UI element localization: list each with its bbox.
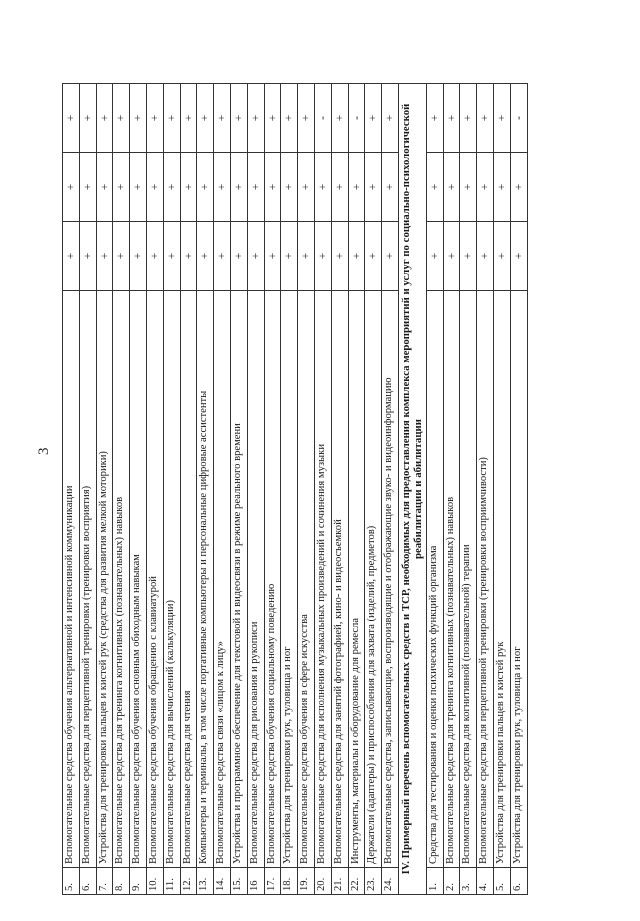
row-number: 9. [130,868,147,895]
row-name: Устройства для тренировки пальцев и кистей рук [493,291,510,868]
mark-cell-1: + [197,222,214,291]
mark-cell-2: + [146,153,163,222]
mark-cell-2: + [63,153,80,222]
mark-cell-2: + [230,153,247,222]
mark-cell-3: + [197,84,214,153]
row-number: 23. [365,868,382,895]
page-number: 3 [36,447,52,455]
row-name: Вспомогательные средства обучения в сфере искусства [298,291,315,868]
mark-cell-2: + [426,153,443,222]
table-row [63,84,80,895]
table-row [281,84,298,895]
mark-cell-3: + [130,84,147,153]
row-name: Вспомогательные средства для перцептивной тренировки (тренировки восприимчивости) [477,291,494,868]
mark-cell-1: + [477,222,494,291]
mark-cell-2: + [348,153,365,222]
row-name: Вспомогательные средства, записывающие, воспроизводящие и отображающие звуко- и видеоинформацию [382,291,399,868]
mark-cell-3: + [331,84,348,153]
row-name: Вспомогательные средства обучения социальному поведению [264,291,281,868]
mark-cell-1: + [460,222,477,291]
mark-cell-1: + [281,222,298,291]
table-row [493,84,510,895]
mark-cell-3: + [443,84,460,153]
mark-cell-1: + [130,222,147,291]
row-number: 19. [298,868,315,895]
table-row [79,84,96,895]
table-row [331,84,348,895]
mark-cell-3: + [477,84,494,153]
mark-cell-2: + [365,153,382,222]
mark-cell-3: + [230,84,247,153]
row-name: Вспомогательные средства для занятий фотографией, кино- и видеосъемкой [331,291,348,868]
mark-cell-1: + [63,222,80,291]
row-number: 16 [247,868,264,895]
mark-cell-2: + [197,153,214,222]
row-number: 1. [426,868,443,895]
row-number: 5. [63,868,80,895]
mark-cell-1: + [163,222,180,291]
row-number: 3. [460,868,477,895]
row-name: Устройства для тренировки рук, туловища и ног [510,291,527,868]
row-number: 22. [348,868,365,895]
row-name: Компьютеры и терминалы, в том числе портативные компьютеры и персональные цифровые ассистенты [197,291,214,868]
table-row [365,84,382,895]
mark-cell-1: + [113,222,130,291]
mark-cell-3: + [96,84,113,153]
mark-cell-2: + [477,153,494,222]
row-name: Инструменты, материалы и оборудование для ремесла [348,291,365,868]
row-number: 6. [79,868,96,895]
mark-cell-1: + [146,222,163,291]
table-row [477,84,494,895]
mark-cell-1: + [247,222,264,291]
table-row [230,84,247,895]
row-name: Устройства и программное обеспечение для текстовой и видеосвязи в режиме реального времени [230,291,247,868]
table-row [146,84,163,895]
mark-cell-3: - [510,84,527,153]
mark-cell-2: + [79,153,96,222]
table-body [63,84,528,895]
mark-cell-3: + [426,84,443,153]
table-row [247,84,264,895]
rotated-table-wrapper [62,95,528,895]
table-row [314,84,331,895]
row-name: Вспомогательные средства для исполнения музыкальных произведений и сочинения музыки [314,291,331,868]
mark-cell-1: + [348,222,365,291]
mark-cell-3: + [460,84,477,153]
mark-cell-2: + [460,153,477,222]
mark-cell-3: + [113,84,130,153]
mark-cell-3: + [382,84,399,153]
mark-cell-3: + [63,84,80,153]
mark-cell-1: + [264,222,281,291]
table-row [460,84,477,895]
mark-cell-1: + [365,222,382,291]
table-row [197,84,214,895]
mark-cell-3: + [264,84,281,153]
row-name: Вспомогательные средства для тренинга когнитивных (познавательных) навыков [113,291,130,868]
row-name: Вспомогательные средства для чтения [180,291,197,868]
mark-cell-3: + [163,84,180,153]
mark-cell-2: + [382,153,399,222]
table-row [443,84,460,895]
table-row [510,84,527,895]
mark-cell-1: + [298,222,315,291]
row-name: Вспомогательные средства для перцептивной тренировки (тренировки восприятия) [79,291,96,868]
row-number: 8. [113,868,130,895]
mark-cell-2: + [113,153,130,222]
row-number: 11. [163,868,180,895]
mark-cell-2: + [298,153,315,222]
mark-cell-1: + [382,222,399,291]
mark-cell-1: + [510,222,527,291]
row-number: 24. [382,868,399,895]
row-name: Вспомогательные средства обучения обращению с клавиатурой [146,291,163,868]
mark-cell-2: + [130,153,147,222]
mark-cell-3: - [314,84,331,153]
row-name: Вспомогательные средства для рисования и рукописи [247,291,264,868]
table-row [426,84,443,895]
row-name: Вспомогательные средства обучения альтернативной и интенсивной коммуникации [63,291,80,868]
row-name: Устройства для тренировки рук, туловища и ног [281,291,298,868]
section-row [398,84,426,895]
mark-cell-3: + [180,84,197,153]
mark-cell-3: + [214,84,231,153]
table-row [382,84,399,895]
mark-cell-3: - [348,84,365,153]
mark-cell-3: + [247,84,264,153]
row-number: 4. [477,868,494,895]
row-number: 20. [314,868,331,895]
mark-cell-3: + [493,84,510,153]
mark-cell-2: + [314,153,331,222]
mark-cell-1: + [331,222,348,291]
row-number: 2. [443,868,460,895]
mark-cell-2: + [281,153,298,222]
mark-cell-2: + [214,153,231,222]
row-number: 15. [230,868,247,895]
row-number: 7. [96,868,113,895]
row-name: Держатели (адаптеры) и приспособления для захвата (изделий, предметов) [365,291,382,868]
mark-cell-1: + [426,222,443,291]
mark-cell-3: + [298,84,315,153]
mark-cell-1: + [443,222,460,291]
table-row [180,84,197,895]
mark-cell-1: + [493,222,510,291]
row-name: Вспомогательные средства для когнитивной (познавательной) терапии [460,291,477,868]
row-number: 17. [264,868,281,895]
mark-cell-3: + [146,84,163,153]
mark-cell-1: + [79,222,96,291]
row-name: Вспомогательные средства для тренинга когнитивных (познавательных) навыков [443,291,460,868]
mark-cell-1: + [314,222,331,291]
table-row [163,84,180,895]
mark-cell-3: + [281,84,298,153]
mark-cell-2: + [264,153,281,222]
row-number: 18. [281,868,298,895]
row-number: 14. [214,868,231,895]
mark-cell-2: + [180,153,197,222]
table-row [214,84,231,895]
row-name: Устройства для тренировки пальцев и кистей рук (средства для развития мелкой моторики) [96,291,113,868]
mark-cell-2: + [247,153,264,222]
row-number: 10. [146,868,163,895]
row-number: 12. [180,868,197,895]
table-row [298,84,315,895]
row-number: 6. [510,868,527,895]
mark-cell-1: + [214,222,231,291]
table-row [113,84,130,895]
mark-cell-1: + [96,222,113,291]
mark-cell-2: + [443,153,460,222]
mark-cell-1: + [180,222,197,291]
row-name: Вспомогательные средства связи «лицом к лицу» [214,291,231,868]
mark-cell-3: + [365,84,382,153]
section-heading: IV. Примерный перечень вспомогательных средств и ТСР, необходимых для предоставления комплекса мероприятий и услуг по социально-психологической реабилитации и абилитации [398,84,426,895]
row-name: Вспомогательные средства обучения основным обиходным навыкам [130,291,147,868]
mark-cell-2: + [510,153,527,222]
table-row [348,84,365,895]
equipment-table [62,83,528,895]
table-row [264,84,281,895]
mark-cell-2: + [96,153,113,222]
mark-cell-2: + [163,153,180,222]
row-name: Средства для тестирования и оценки психических функций организма [426,291,443,868]
table-row [96,84,113,895]
row-name: Вспомогательные средства для вычислений (калькуляции) [163,291,180,868]
mark-cell-3: + [79,84,96,153]
row-number: 5. [493,868,510,895]
mark-cell-2: + [331,153,348,222]
table-row [130,84,147,895]
row-number: 13. [197,868,214,895]
row-number: 21. [331,868,348,895]
mark-cell-2: + [493,153,510,222]
mark-cell-1: + [230,222,247,291]
